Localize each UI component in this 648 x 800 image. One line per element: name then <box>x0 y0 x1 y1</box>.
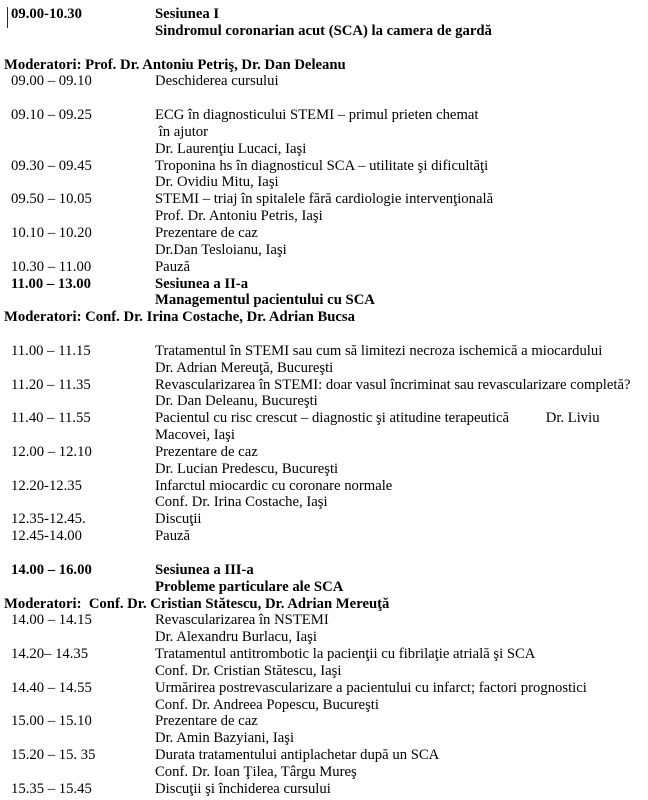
schedule <box>4 6 648 798</box>
schedule-row <box>11 124 648 141</box>
time-cell: 09.00 – 09.10 <box>11 73 92 90</box>
description-cell: Prezentare de caz <box>155 443 258 460</box>
time-cell <box>11 427 155 444</box>
moderator-row: Moderatori: Conf. Dr. Cristian Stătescu, Dr. Adrian Mereuţă <box>4 595 390 612</box>
description-cell: Dr. Lucian Predescu, Bucureşti <box>155 460 339 477</box>
time-cell <box>11 242 155 259</box>
time-cell: 12.45-14.00 <box>11 528 82 545</box>
time-cell: 09.30 – 09.45 <box>11 157 92 174</box>
time-cell: 09.50 – 10.05 <box>11 191 92 208</box>
schedule-row <box>11 697 648 714</box>
time-cell <box>11 208 155 225</box>
description-cell: Dr. Dan Deleanu, Bucureşti <box>155 393 318 410</box>
description-cell: Sesiunea a III-a <box>155 561 254 578</box>
schedule-row <box>11 360 648 377</box>
description-cell: Discuţii şi închiderea cursului <box>155 780 331 797</box>
schedule-row <box>11 612 648 629</box>
description-cell: Dr. Amin Bazyiani, Iaşi <box>155 730 295 747</box>
time-cell: 10.10 – 10.20 <box>11 224 92 241</box>
time-cell <box>11 292 155 309</box>
schedule-row <box>11 478 648 495</box>
time-cell <box>11 494 155 511</box>
schedule-row <box>11 107 648 124</box>
schedule-row <box>11 730 648 747</box>
description-cell: Urmărirea postrevascularizare a pacientului cu infarct; factori prognostici <box>155 679 587 696</box>
time-cell <box>11 174 155 191</box>
time-cell: 14.00 – 16.00 <box>11 561 92 578</box>
time-cell: 15.00 – 15.10 <box>11 713 92 730</box>
time-cell: 14.40 – 14.55 <box>11 679 92 696</box>
schedule-row <box>11 292 648 309</box>
time-cell: 15.20 – 15. 35 <box>11 747 96 764</box>
description-cell: Dr.Dan Tesloianu, Iaşi <box>155 241 287 258</box>
description-cell: Dr. Laurenţiu Lucaci, Iaşi <box>155 140 307 157</box>
time-cell: 10.30 – 11.00 <box>11 258 92 275</box>
schedule-row <box>11 461 648 478</box>
description-cell: Troponina hs în diagnosticul SCA – utilitate şi dificultăţi <box>155 157 489 174</box>
schedule-row <box>11 629 648 646</box>
description-cell: Infarctul miocardic cu coronare normale <box>155 477 393 494</box>
description-cell: Tratamentul antitrombotic la pacienţii cu fibrilaţie atrială şi SCA <box>155 646 536 663</box>
schedule-row <box>11 410 648 427</box>
schedule-row <box>11 242 648 259</box>
description-cell: Durata tratamentului antiplachetar după un SCA <box>155 747 440 764</box>
time-cell: 11.00 – 13.00 <box>11 275 91 292</box>
schedule-row <box>11 73 648 90</box>
time-cell: 11.40 – 11.55 <box>11 410 91 427</box>
time-cell: 14.00 – 14.15 <box>11 612 92 629</box>
description-cell: Pauză <box>155 528 191 545</box>
time-cell: 11.20 – 11.35 <box>11 376 91 393</box>
description-cell: Conf. Dr. Ioan Ţilea, Târgu Mureş <box>155 763 357 780</box>
time-cell <box>11 23 155 40</box>
time-cell <box>11 141 155 158</box>
spacer-row <box>4 545 648 562</box>
schedule-row <box>11 208 648 225</box>
moderator-row: Moderatori: Prof. Dr. Antoniu Petriş, Dr. Dan Deleanu <box>4 56 346 73</box>
description-cell: Pauză <box>155 258 191 275</box>
schedule-row <box>11 23 648 40</box>
time-cell: 11.00 – 11.15 <box>11 342 91 359</box>
time-cell <box>11 730 155 747</box>
schedule-row <box>11 781 648 798</box>
schedule-row <box>11 6 648 23</box>
description-cell: Probleme particulare ale SCA <box>155 578 344 595</box>
time-cell <box>11 579 155 596</box>
time-cell <box>11 764 155 781</box>
time-cell <box>11 461 155 478</box>
time-cell <box>11 629 155 646</box>
schedule-row <box>11 276 648 293</box>
schedule-row <box>11 646 648 663</box>
schedule-row <box>11 747 648 764</box>
schedule-row <box>11 494 648 511</box>
time-cell: 09.10 – 09.25 <box>11 107 92 124</box>
time-cell: 12.20-12.35 <box>11 477 82 494</box>
description-cell: Dr. Adrian Mereuţă, Bucureşti <box>155 359 334 376</box>
schedule-row <box>11 444 648 461</box>
description-cell: Conf. Dr. Andreea Popescu, Bucureşti <box>155 696 379 713</box>
description-cell: Conf. Dr. Irina Costache, Iaşi <box>155 494 328 511</box>
description-cell: Sindromul coronarian acut (SCA) la camera de gardă <box>155 22 492 39</box>
time-cell <box>11 360 155 377</box>
time-cell <box>11 393 155 410</box>
schedule-row <box>11 663 648 680</box>
description-cell: Prof. Dr. Antoniu Petris, Iaşi <box>155 208 323 225</box>
schedule-row <box>11 680 648 697</box>
spacer-row <box>4 90 648 107</box>
description-cell: în ajutor <box>155 123 209 140</box>
description-cell: ECG în diagnosticului STEMI – primul prieten chemat <box>155 107 479 124</box>
description-cell: Discuţii <box>155 511 202 528</box>
description-cell: Prezentare de caz <box>155 224 258 241</box>
schedule-row <box>11 343 648 360</box>
schedule-row <box>11 511 648 528</box>
time-cell: 12.35-12.45. <box>11 511 86 528</box>
description-cell: Deschiderea cursului <box>155 73 279 90</box>
schedule-row <box>11 158 648 175</box>
description-cell: Revascularizarea în STEMI: doar vasul încriminat sau revascularizare completă? <box>155 376 631 393</box>
schedule-row <box>11 713 648 730</box>
description-cell: Sesiunea I <box>155 6 220 22</box>
schedule-row <box>11 141 648 158</box>
description-cell: Dr. Ovidiu Mitu, Iaşi <box>155 174 279 191</box>
time-cell <box>11 124 155 141</box>
description-cell: Sesiunea a II-a <box>155 275 249 292</box>
time-cell <box>11 663 155 680</box>
schedule-row <box>11 174 648 191</box>
schedule-row <box>11 562 648 579</box>
time-cell <box>11 697 155 714</box>
description-cell: Dr. Alexandru Burlacu, Iaşi <box>155 629 317 646</box>
schedule-row <box>11 528 648 545</box>
time-cell: 15.35 – 15.45 <box>11 780 92 797</box>
schedule-row <box>11 427 648 444</box>
description-cell: Macovei, Iaşi <box>155 427 235 444</box>
description-cell: Pacientul cu risc crescut – diagnostic şi atitudine terapeutică Dr. Liviu <box>155 410 600 427</box>
schedule-row <box>11 377 648 394</box>
moderator-row: Moderatori: Conf. Dr. Irina Costache, Dr. Adrian Bucsa <box>4 309 355 326</box>
description-cell: Managementul pacientului cu SCA <box>155 292 375 309</box>
time-cell: 14.20– 14.35 <box>11 646 89 663</box>
schedule-row <box>11 764 648 781</box>
schedule-row <box>11 191 648 208</box>
schedule-row <box>11 579 648 596</box>
spacer-row <box>4 40 648 57</box>
time-cell: 12.00 – 12.10 <box>11 443 92 460</box>
description-cell: Revascularizarea în NSTEMI <box>155 612 329 629</box>
schedule-row <box>11 225 648 242</box>
description-cell: Tratamentul în STEMI sau cum să limitezi necroza ischemică a miocardului <box>155 342 603 359</box>
spacer-row <box>4 326 648 343</box>
text-cursor <box>7 7 8 28</box>
description-cell: Prezentare de caz <box>155 713 258 730</box>
time-cell: 09.00-10.30 <box>11 6 82 22</box>
schedule-row <box>11 393 648 410</box>
description-cell: STEMI – triaj în spitalele fără cardiologie intervenţională <box>155 191 494 208</box>
description-cell: Conf. Dr. Cristian Stătescu, Iaşi <box>155 662 342 679</box>
schedule-row <box>11 259 648 276</box>
